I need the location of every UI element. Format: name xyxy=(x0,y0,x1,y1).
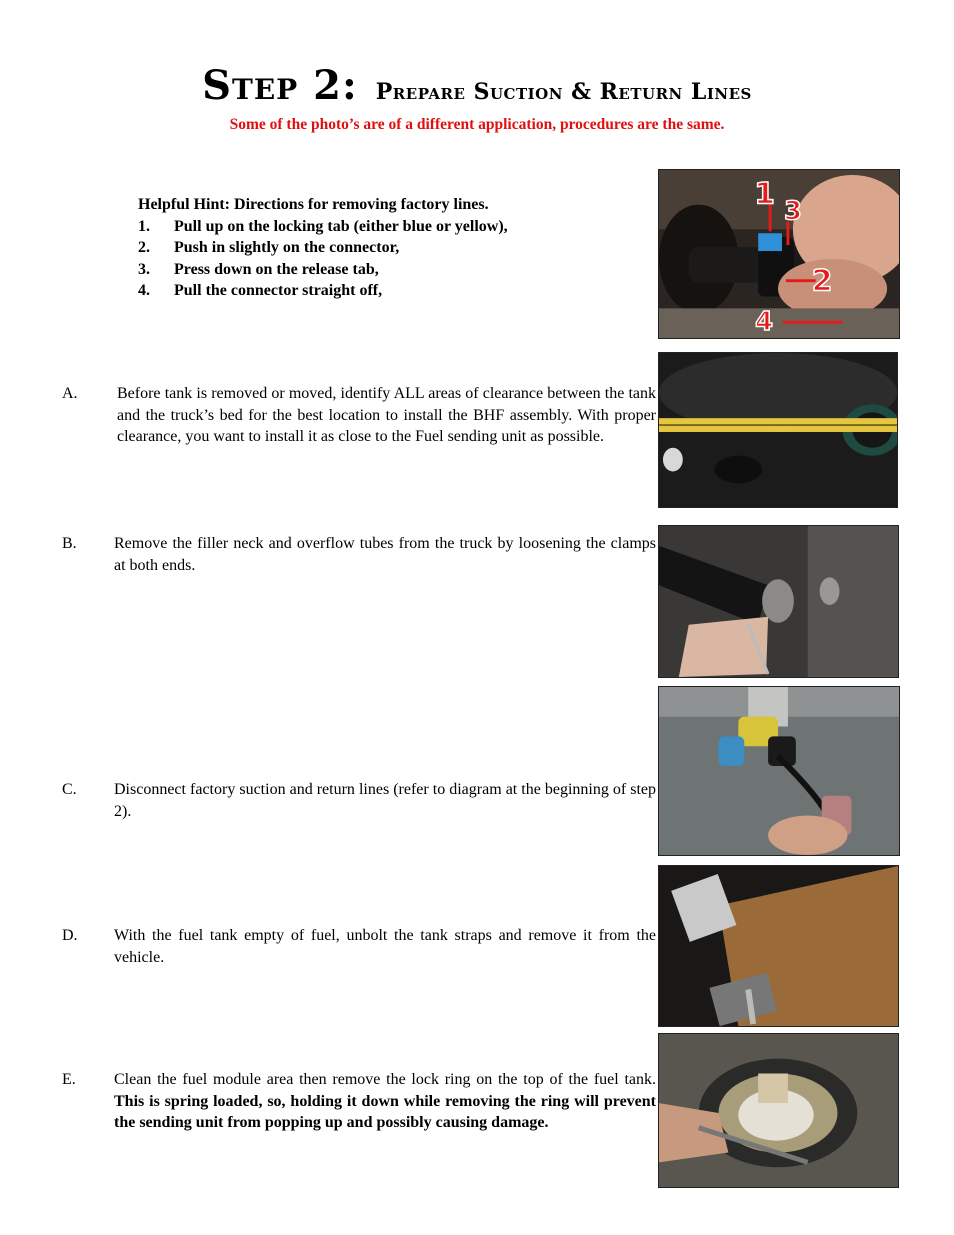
label-3: 3 xyxy=(783,196,802,227)
step-letter: B. xyxy=(62,535,77,552)
hint-item: 2. Push in slightly on the connector, xyxy=(138,239,400,256)
step-item-d xyxy=(62,925,656,968)
filler-neck-photo xyxy=(658,525,899,678)
step-letter: D. xyxy=(62,927,78,944)
step-letter: C. xyxy=(62,781,77,798)
lock-ring-photo xyxy=(658,1033,899,1188)
connectors-photo xyxy=(658,686,900,856)
step-item-e xyxy=(62,1069,656,1134)
notice-text: Some of the photo’s are of a different application, procedures are the same. xyxy=(229,116,725,133)
label-1: 1 xyxy=(754,176,775,212)
step-text: With the fuel tank empty of fuel, unbolt the tank straps and remove it from the vehicle. xyxy=(114,927,656,966)
tank-straps-photo xyxy=(658,865,899,1027)
connector-photo xyxy=(658,169,900,339)
hint-item: 1. Pull up on the locking tab (either blue or yellow), xyxy=(138,217,508,235)
warning-text: This is spring loaded, so, holding it down while removing the ring will prevent the sending unit from popping up and possibly causing damage. xyxy=(114,1092,656,1131)
step-text: Disconnect factory suction and return lines (refer to diagram at the beginning of step 2). xyxy=(114,781,656,820)
label-2: 2 xyxy=(811,263,833,299)
step-text: Before tank is removed or moved, identify ALL areas of clearance between the tank and the truck’s bed for the best location to install the BHF assembly. With proper clearance, you want to install it as close to the Fuel sending unit as possible. xyxy=(117,385,656,445)
step-number: Step 2: xyxy=(202,62,358,109)
step-letter: E. xyxy=(62,1071,76,1088)
step-item-c xyxy=(62,779,656,822)
hint-item: 3. Press down on the release tab, xyxy=(138,260,379,278)
step-item-b xyxy=(62,533,656,576)
hint-list xyxy=(138,216,508,302)
helpful-hint xyxy=(138,194,508,302)
label-4: 4 xyxy=(755,307,774,338)
step-subtitle: Prepare Suction & Return Lines xyxy=(375,79,752,105)
tank-measure-photo xyxy=(658,352,898,508)
step-letter: A. xyxy=(62,385,78,402)
page-title xyxy=(0,62,954,109)
step-item-a xyxy=(62,383,656,448)
hint-title: Helpful Hint: Directions for removing factory lines. xyxy=(138,196,489,213)
step-text: Clean the fuel module area then remove the lock ring on the top of the fuel tank. This is spring loaded, so, holding it down while removing the ring will prevent the sending unit from popping up and possibly causing damage. xyxy=(114,1071,656,1131)
hint-item: 4. Pull the connector straight off, xyxy=(138,282,383,299)
step-text: Remove the filler neck and overflow tubes from the truck by loosening the clamps at both ends. xyxy=(114,535,656,574)
